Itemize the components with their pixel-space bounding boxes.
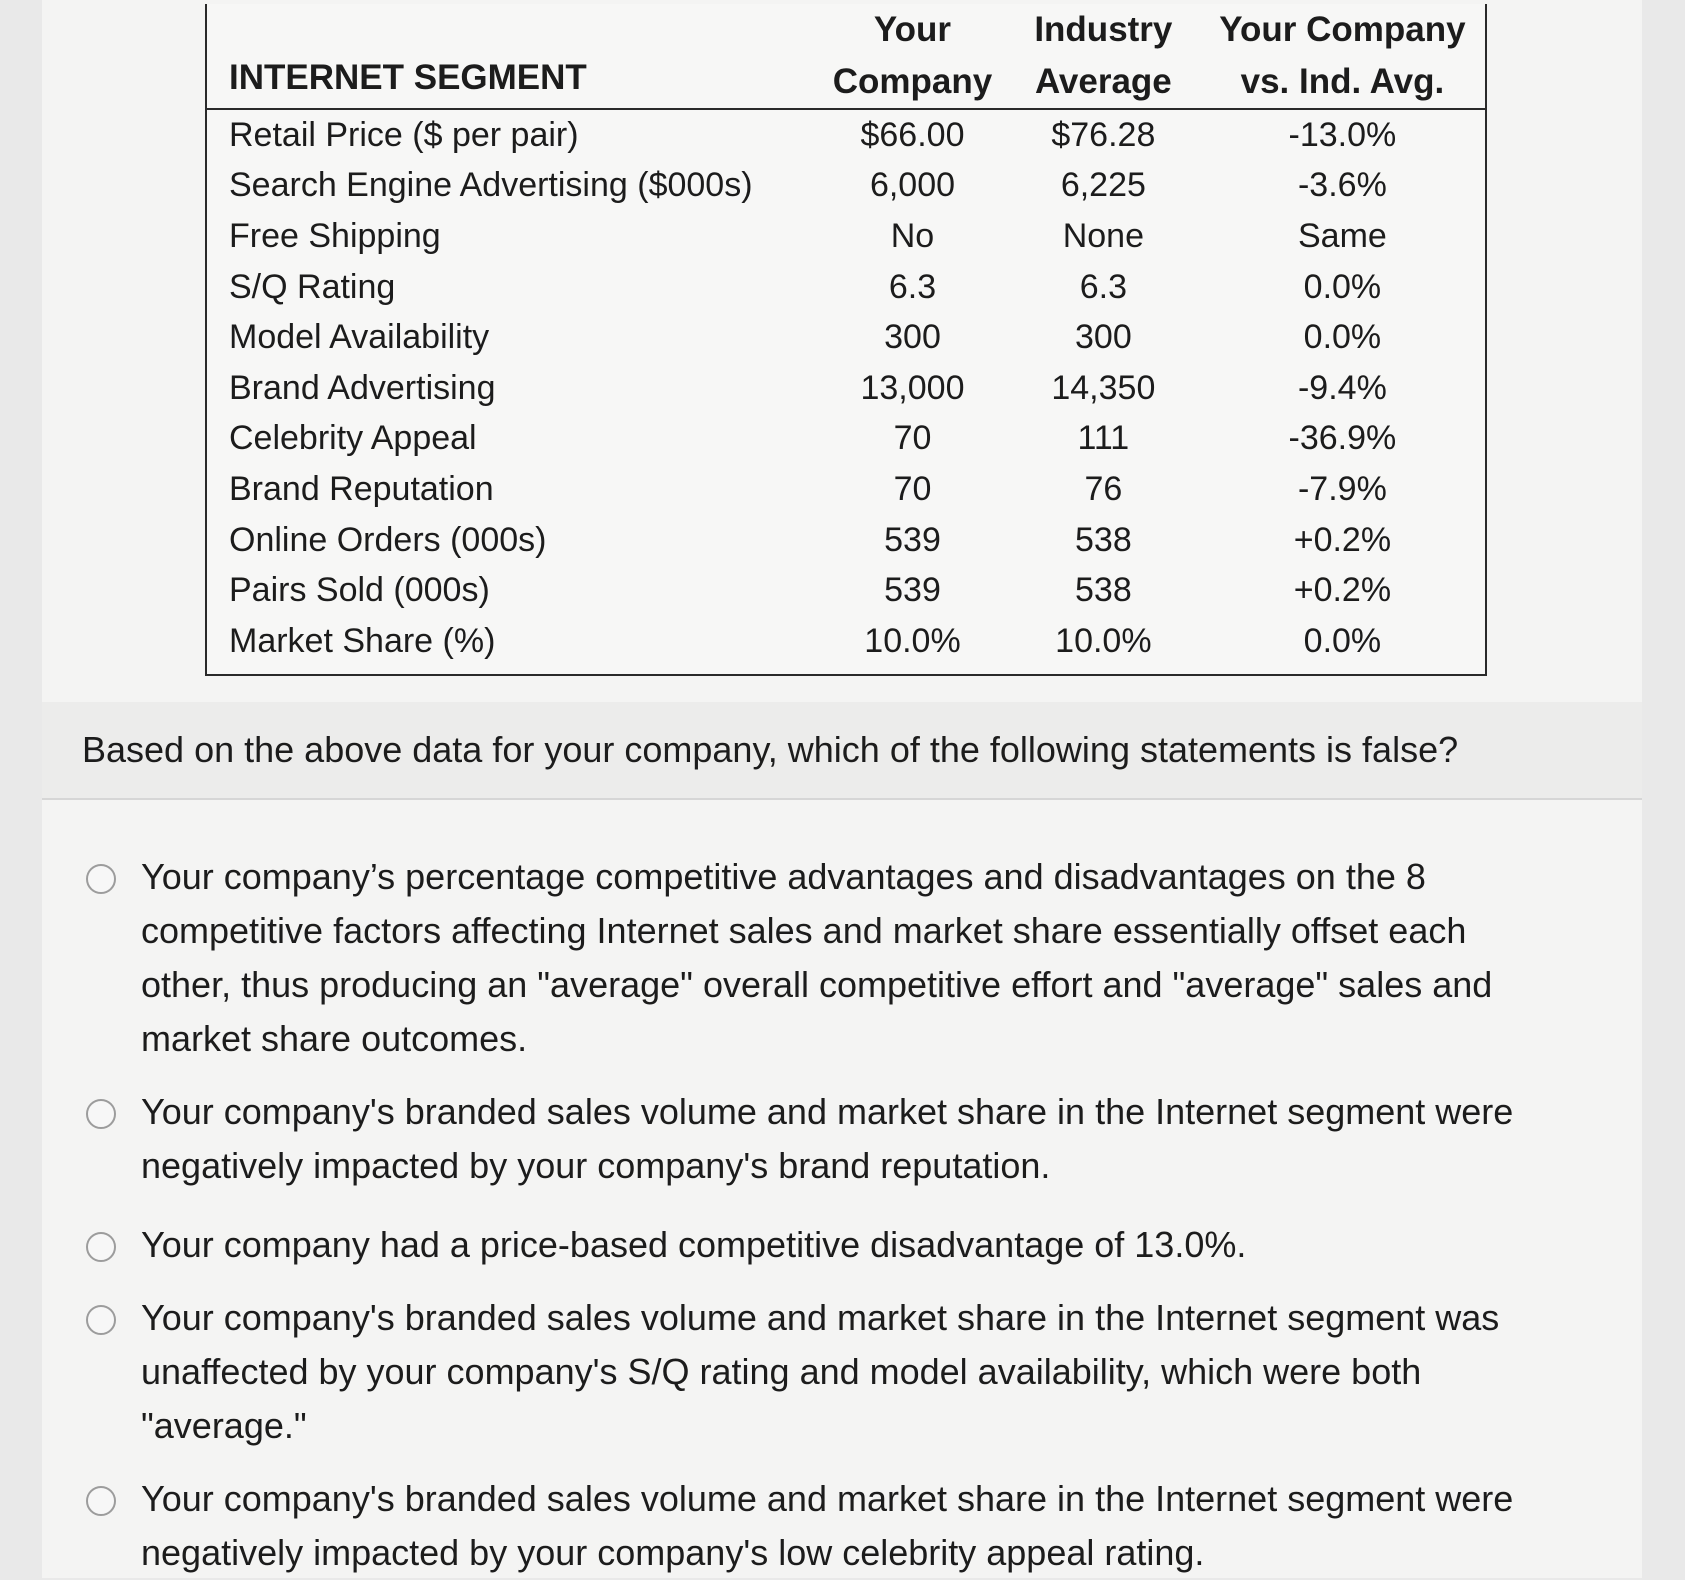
row-label: Retail Price ($ per pair) — [229, 115, 579, 154]
table-row — [207, 515, 1485, 566]
answer-option-text: Your company’s percentage competitive advantages and disadvantages on the 8 competitive factors affecting Internet sales and market share essentially offset each other, thus producing an "average" overall competitive effort and "average" sales and market share outcomes. — [141, 856, 1493, 1059]
table-header-row — [207, 4, 1485, 109]
cell-comparison: Same — [1297, 216, 1387, 255]
cell-your-company: 70 — [893, 419, 932, 458]
table-row — [207, 414, 1485, 465]
row-label: Free Shipping — [229, 216, 441, 255]
cell-your-company: 300 — [884, 318, 941, 357]
cell-your-company: 10.0% — [864, 621, 961, 660]
radio-button-icon[interactable] — [86, 1305, 116, 1335]
cell-comparison: 0.0% — [1303, 318, 1382, 357]
header-comparison: Your Company vs. Ind. Avg. — [1200, 4, 1485, 109]
radio-button-icon[interactable] — [86, 864, 116, 894]
row-label: Market Share (%) — [229, 621, 496, 660]
cell-industry-average: 111 — [1077, 419, 1130, 458]
radio-button-icon[interactable] — [86, 1099, 116, 1129]
cell-your-company: 13,000 — [860, 368, 965, 407]
cell-comparison: +0.2% — [1293, 520, 1392, 559]
cell-industry-average: 538 — [1075, 571, 1132, 610]
cell-industry-average: 6.3 — [1079, 267, 1127, 306]
cell-industry-average: 538 — [1075, 520, 1132, 559]
cell-your-company: 6,000 — [869, 166, 956, 205]
table-row — [207, 161, 1485, 212]
cell-your-company: 539 — [884, 520, 941, 559]
radio-button-icon[interactable] — [86, 1232, 116, 1262]
answer-option-text: Your company had a price-based competitive disadvantage of 13.0%. — [141, 1224, 1247, 1265]
cell-comparison: +0.2% — [1293, 571, 1392, 610]
cell-comparison: -36.9% — [1288, 419, 1397, 458]
header-segment: INTERNET SEGMENT — [207, 4, 818, 109]
table-row — [207, 312, 1485, 363]
table-row — [207, 262, 1485, 313]
cell-your-company: $66.00 — [860, 115, 965, 154]
row-label: Pairs Sold (000s) — [229, 571, 490, 610]
row-label: Search Engine Advertising ($000s) — [229, 166, 753, 205]
header-your-company: Your Company — [818, 4, 1007, 109]
answer-option-text: Your company's branded sales volume and market share in the Internet segment were negatively impacted by your company's low celebrity appeal rating. — [141, 1478, 1514, 1573]
table-row — [207, 109, 1485, 161]
cell-industry-average: 14,350 — [1051, 368, 1156, 407]
row-label: S/Q Rating — [229, 267, 396, 306]
answer-option-text: Your company's branded sales volume and market share in the Internet segment was unaffected by your company's S/Q rating and model availability, which were both "average." — [141, 1297, 1500, 1446]
cell-comparison: -3.6% — [1297, 166, 1387, 205]
cell-industry-average: None — [1062, 216, 1144, 255]
table-row — [207, 363, 1485, 414]
header-industry-average: Industry Average — [1007, 4, 1200, 109]
row-label: Online Orders (000s) — [229, 520, 547, 559]
row-label: Brand Reputation — [229, 469, 494, 508]
row-label: Model Availability — [229, 318, 490, 357]
internet-segment-table — [205, 4, 1487, 676]
table-row — [207, 464, 1485, 515]
cell-industry-average: 6,225 — [1060, 166, 1146, 205]
table-row — [207, 565, 1485, 616]
cell-comparison: -9.4% — [1297, 368, 1387, 407]
answer-option-text: Your company's branded sales volume and market share in the Internet segment were negatively impacted by your company's brand reputation. — [141, 1091, 1514, 1186]
row-label: Celebrity Appeal — [229, 419, 477, 458]
table-row — [207, 211, 1485, 262]
cell-comparison: -7.9% — [1297, 469, 1387, 508]
question-text: Based on the above data for your company, which of the following statements is false? — [82, 729, 1459, 770]
cell-industry-average: 10.0% — [1055, 621, 1152, 660]
cell-your-company: 539 — [884, 571, 941, 610]
data-table — [207, 4, 1485, 667]
cell-your-company: 70 — [893, 469, 932, 508]
cell-industry-average: 300 — [1075, 318, 1132, 357]
cell-comparison: 0.0% — [1303, 621, 1382, 660]
cell-industry-average: $76.28 — [1051, 115, 1156, 154]
row-label: Brand Advertising — [229, 368, 496, 407]
radio-button-icon[interactable] — [86, 1486, 116, 1516]
cell-comparison: 0.0% — [1303, 267, 1382, 306]
cell-your-company: No — [890, 216, 935, 255]
cell-industry-average: 76 — [1084, 469, 1123, 508]
table-row — [207, 616, 1485, 667]
cell-your-company: 6.3 — [888, 267, 937, 306]
cell-comparison: -13.0% — [1288, 115, 1397, 154]
